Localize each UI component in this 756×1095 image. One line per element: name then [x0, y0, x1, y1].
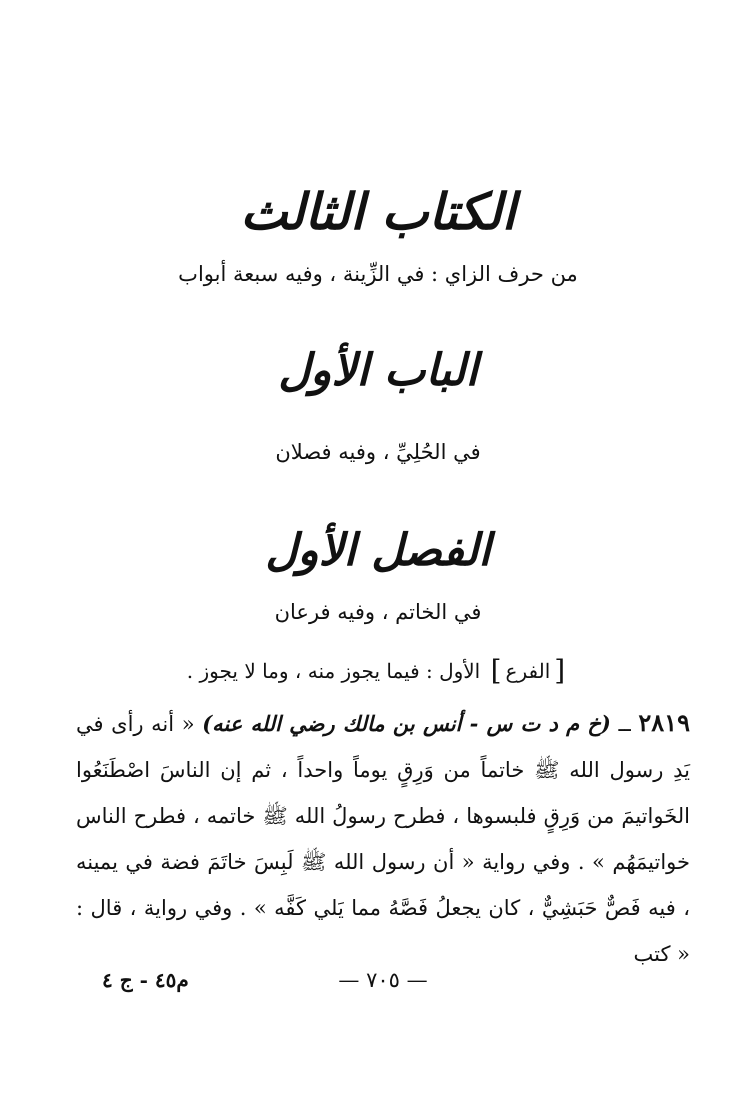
- hadith-paragraph: [76, 700, 690, 977]
- section-title: الفصل الأول: [265, 525, 491, 576]
- chapter-title: الباب الأول: [278, 345, 478, 396]
- hadith-dash: ــ: [618, 712, 631, 736]
- branch-label: الفرع: [505, 659, 551, 683]
- hadith-text: « أنه رأى في يَدِ رسول الله ﷺ خاتماً من وَرِقٍ يوماً واحداً ، ثم إن الناسَ اصْطَنَعُوا الخَواتيمَ من وَرِقٍ فلبسوها ، فطرح رسولُ الله ﷺ خاتمه ، فطرح الناس خواتيمَهُم » . وفي رواية « أن رسول الله ﷺ لَبِسَ خاتَمَ فضة في يمينه ، فيه فَصٌّ حَبَشِيٌّ ، كان يجعلُ فَصَّهُ مما يَلي كَفَّه » . وفي رواية ، قال : « كتب: [76, 712, 690, 966]
- page-number: — ٧٠٥ —: [338, 968, 428, 992]
- section-subtitle: في الخاتم ، وفيه فرعان: [274, 600, 482, 624]
- signature-mark: م٤٥ - ج ٤: [102, 968, 189, 992]
- branch-text: الأول : فيما يجوز منه ، وما لا يجوز .: [186, 659, 481, 683]
- book-subtitle: من حرف الزاي : في الزِّينة ، وفيه سبعة أبواب: [178, 262, 578, 286]
- hadith-source: (خ م د ت س - أنس بن مالك رضي الله عنه): [202, 711, 611, 736]
- chapter-subtitle: في الحُلِيِّ ، وفيه فصلان: [275, 440, 481, 464]
- book-title: الكتاب الثالث: [240, 182, 516, 241]
- page-footer: [76, 968, 690, 1004]
- hadith-number: ٢٨١٩: [638, 708, 690, 737]
- bracket-open: [: [554, 654, 566, 687]
- bracket-close: ]: [490, 654, 502, 687]
- branch-heading: [0, 654, 756, 687]
